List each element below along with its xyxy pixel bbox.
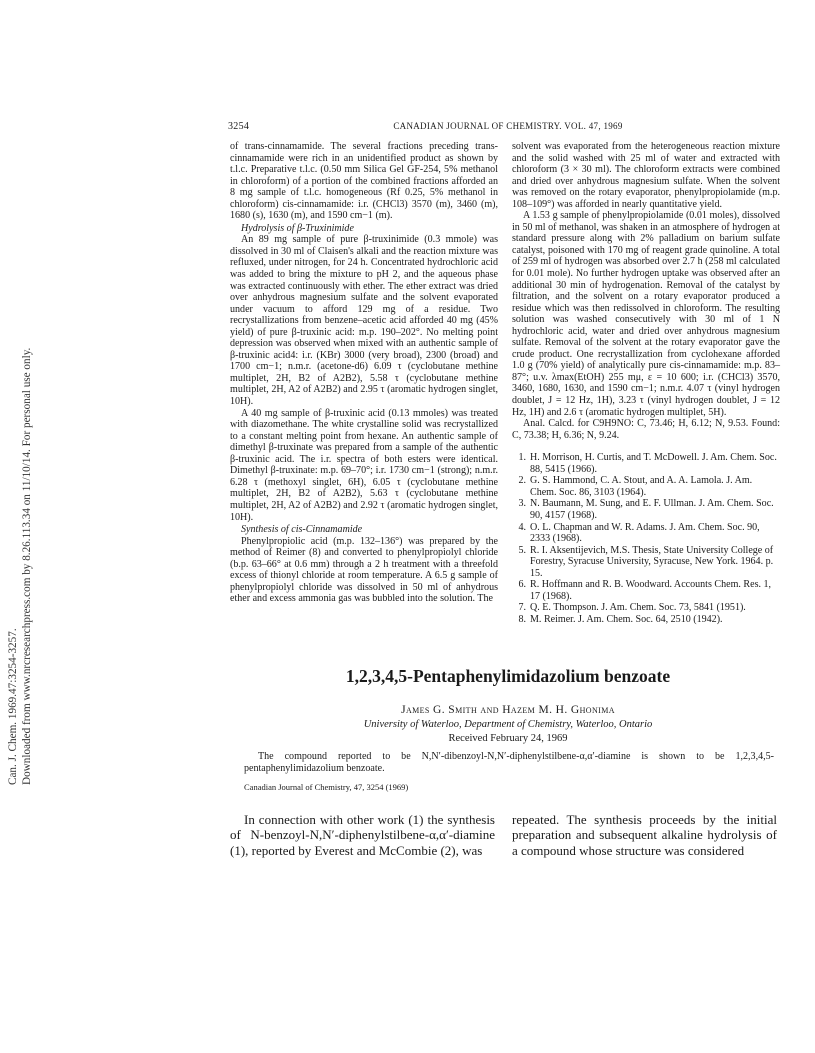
citation-watermark-line: Can. J. Chem. 1969.47:3254-3257. (7, 628, 19, 785)
reference-list (512, 452, 780, 625)
left-column (230, 141, 498, 605)
reference-item (512, 579, 780, 602)
author-affiliation: University of Waterloo, Department of Chemistry, Waterloo, Ontario (363, 719, 653, 730)
reference-text: M. Reimer. J. Am. Chem. Soc. 64, 2510 (1942). (530, 613, 723, 625)
running-header (228, 121, 788, 135)
reference-number: 6. (518, 579, 526, 591)
reference-number: 3. (518, 498, 526, 510)
reference-text: Q. E. Thompson. J. Am. Chem. Soc. 73, 5841 (1951). (530, 602, 746, 614)
body-left-column (230, 812, 495, 858)
download-watermark (6, 255, 46, 785)
reference-item (512, 452, 780, 475)
paragraph: solvent was evaporated from the heterogeneous reaction mixture and the solid washed with 25 ml of water and extracted with chloroform (3 × 30 ml). The chloroform extracts were combined and dried over anhydrous magnesium sulfate. When the solvent was removed on the rotary evaporator, phenylpropiolamide (m.p. 108–109°) was afforded in nearly quantitative yield. (512, 141, 780, 210)
article-title: 1,2,3,4,5-Pentaphenylimidazolium benzoate (345, 666, 671, 686)
reference-number: 4. (518, 521, 526, 533)
abstract-text: The compound reported to be N,N′-dibenzoyl-N,N′-diphenylstilbene-α,α′-diamine is shown to be 1,2,3,4,5-pentaphenylimidazolium benzoate. (244, 751, 774, 774)
abstract (244, 751, 774, 774)
paragraph: An 89 mg sample of pure β-truxinimide (0.3 mmole) was dissolved in 30 ml of Claisen's alkali and the reaction mixture was refluxed, under nitrogen, for 24 h. Concentrated hydrochloric acid was added to bring the mixture to pH 2, and the aqueous phase was extracted continuously with ether. The ether extract was dried over anhydrous magnesium sulfate and the solvent evaporated under vacuum to afford 129 mg of a residue. Two recrystallizations from benzene–acetic acid afforded 40 mg (45% yield) of pure β-truxinic acid: m.p. 190–202°. No melting point depression was observed when mixed with an authentic sample of β-truxinic acid4: i.r. (KBr) 3000 (very broad), 2300 (broad) and 1700 cm−1; n.m.r. (acetone-d6) 6.09 τ (cyclobutane methine multiplet, 2H, B2 of A2B2), 5.58 τ (cyclobutane methine multiplet, 2H, A2 of A2B2) and 2.95 τ (aromatic hydrogen singlet, 10H). (230, 234, 498, 408)
reference-number: 2. (518, 475, 526, 487)
journal-citation: Canadian Journal of Chemistry, 47, 3254 (1969) (244, 782, 409, 792)
paragraph: A 1.53 g sample of phenylpropiolamide (0.01 moles), dissolved in 50 ml of methanol, was shaken in an atmosphere of hydrogen at standard pressure along with 2% palladium on barium sulfate catalyst, poisoned with 170 mg of reagent grade quinoline. A total of 259 ml of hydrogen was absorbed over 2.7 h (258 ml calculated for 0.01 mole). No further hydrogen uptake was observed after an additional 30 min of hydrogenation. Removal of the catalyst by filtration, and the solvent on a rotary evaporator produced a residue which was then redissolved in chloroform. The resulting solution was washed consecutively with 30 ml of 1 N hydrochloric acid, water and dried over anhydrous magnesium sulfate. Removal of the solvent at the rotary evaporator gave the crude product. One recrystallization from cyclohexane afforded 1.0 g (70% yield) of analytically pure cis-cinnamamide: m.p. 83–87°; u.v. λmax(EtOH) 255 mμ, ε = 10 600; i.r. (CHCl3) 3570, 3460, 1680, 1630, and 1590 cm−1; n.m.r. 4.07 τ (vinyl hydrogen doublet, J = 12 Hz, 1H), 3.23 τ (vinyl hydrogen doublet, J = 12 Hz, 1H) and 2.6 τ (aromatic hydrogen multiplet, 5H). (512, 210, 780, 418)
paragraph: repeated. The synthesis proceeds by the initial preparation and subsequent alkaline hydrolysis of a compound whose structure was considered (512, 812, 777, 858)
reference-text: R. Hoffmann and R. B. Woodward. Accounts Chem. Res. 1, 17 (1968). (530, 579, 772, 602)
reference-text: R. I. Aksentijevich, M.S. Thesis, State University College of Forestry, Syracuse University, Syracuse, New York. 1964. p. 15. (530, 544, 774, 579)
reference-number: 1. (518, 452, 526, 464)
reference-number: 8. (518, 613, 526, 625)
reference-number: 5. (518, 544, 526, 556)
right-column (512, 141, 780, 625)
body-right-column (512, 812, 777, 858)
section-heading: Hydrolysis of β-Truxinimide (241, 222, 354, 234)
reference-item (512, 475, 780, 498)
reference-item (512, 602, 780, 614)
reference-item (512, 614, 780, 626)
section-heading: Synthesis of cis-Cinnamamide (241, 524, 363, 536)
reference-item (512, 522, 780, 545)
paragraph: of trans-cinnamamide. The several fractions preceding trans-cinnamamide were rich in an unidentified product as shown by t.l.c. Preparative t.l.c. (0.50 mm Silica Gel GF-254, 5% methanol in chloroform) of a portion of the combined fractions afforded an 8 mg sample of t.l.c. homogeneous (Rf 0.25, 5% methanol in chloroform) cis-cinnamamide: i.r. (CHCl3) 3570 (m), 3460 (m), 1680 (s), 1630 (m), and 1590 cm−1 (m). (230, 141, 498, 222)
paragraph: Phenylpropiolic acid (m.p. 132–136°) was prepared by the method of Reimer (8) and converted to phenylpropiolyl chloride (b.p. 63–66° at 0.6 mm) through a 2 h treatment with a threefold excess of thionyl chloride at room temperature. A 6.5 g sample of phenylpropiolyl chloride was dissolved in 50 ml of anhydrous ether and excess ammonia gas was bubbled into the solution. The (230, 535, 498, 605)
reference-number: 7. (518, 602, 526, 614)
reference-text: H. Morrison, H. Curtis, and T. McDowell. J. Am. Chem. Soc. 88, 5415 (1966). (530, 452, 777, 475)
received-date: Received February 24, 1969 (448, 733, 568, 744)
paragraph: Anal. Calcd. for C9H9NO: C, 73.46; H, 6.12; N, 9.53. Found: C, 73.38; H, 6.36; N, 9.24. (512, 418, 780, 441)
paragraph: A 40 mg sample of β-truxinic acid (0.13 mmoles) was treated with diazomethane. The white crystalline solid was recrystallized to a constant melting point from hexane. An authentic sample of dimethyl β-truxinate was prepared from a sample of the authentic β-truxinic acid. The i.r. spectra of both esters were identical. Dimethyl β-truxinate: m.p. 69–70°; i.r. 1730 cm−1 (strong); n.m.r. 6.28 τ (methoxyl singlet, 6H), 6.05 τ (cyclobutane methine multiplet, 2H, B2 of A2B2), 5.63 τ (cyclobutane methine multiplet, 2H, A2 of A2B2) and 2.92 τ (aromatic hydrogen singlet, 10H). (230, 407, 498, 523)
reference-text: N. Baumann, M. Sung, and E. F. Ullman. J. Am. Chem. Soc. 90, 4157 (1968). (530, 498, 774, 521)
journal-header: CANADIAN JOURNAL OF CHEMISTRY. VOL. 47, 1969 (393, 121, 623, 131)
page-number: 3254 (228, 121, 250, 132)
article-authors: James G. Smith and Hazem M. H. Ghonima (401, 704, 615, 716)
paragraph: In connection with other work (1) the synthesis of N-benzoyl-N,N′-diphenylstilbene-α,α′-diamine (1), reported by Everest and McCombie (2), was (230, 812, 495, 858)
download-watermark-line: Downloaded from www.nrcresearchpress.com by 8.26.113.34 on 11/10/14. For personal use only. (21, 347, 33, 785)
article-heading (228, 666, 788, 744)
reference-item (512, 498, 780, 521)
reference-item (512, 545, 780, 580)
reference-text: G. S. Hammond, C. A. Stout, and A. A. Lamola. J. Am. Chem. Soc. 86, 3103 (1964). (530, 475, 753, 498)
reference-text: O. L. Chapman and W. R. Adams. J. Am. Chem. Soc. 90, 2333 (1968). (530, 521, 760, 545)
